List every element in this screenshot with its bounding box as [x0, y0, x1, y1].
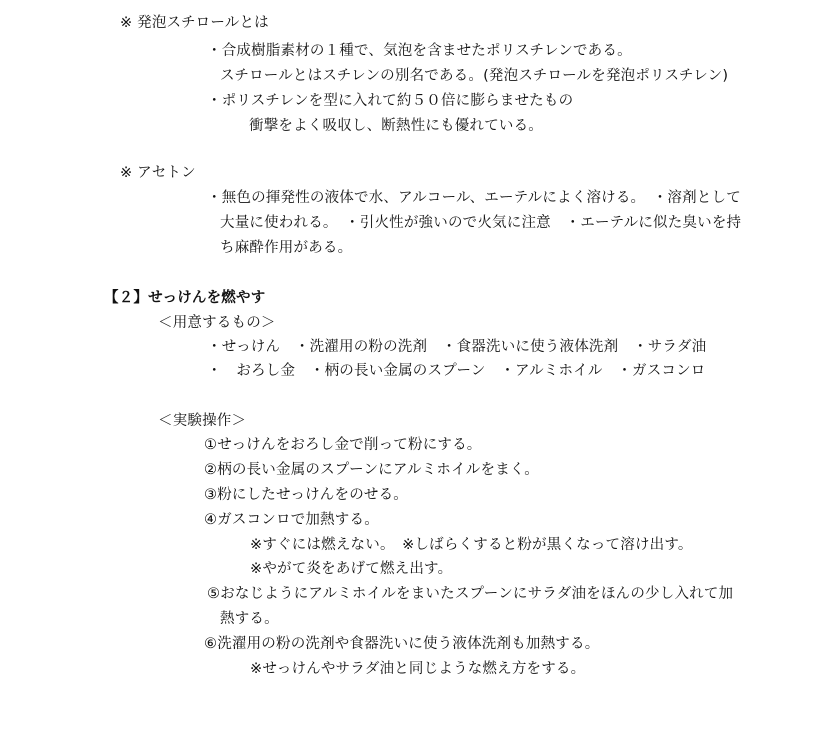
step-4: ④ガスコンロで加熱する。 — [204, 512, 379, 528]
materials-line-1: ・せっけん ・洗濯用の粉の洗剤 ・食器洗いに使う液体洗剤 ・サラダ油 — [207, 339, 707, 355]
materials-header: ＜用意するもの＞ — [158, 315, 276, 331]
acetone-section-title: ※ アセトン — [120, 165, 196, 181]
step-3: ③粉にしたせっけんをのせる。 — [204, 487, 409, 503]
step-1: ①せっけんをおろし金で削って粉にする。 — [204, 437, 482, 453]
foam-line-3: ・ポリスチレンを型に入れて約５０倍に膨らませたもの — [207, 93, 574, 109]
section2-heading: 【２】せっけんを燃やす — [104, 290, 266, 306]
step-4-note-1: ※すぐには燃えない。 ※しばらくすると粉が黒くなって溶け出す。 — [250, 537, 693, 553]
procedure-header: ＜実験操作＞ — [158, 413, 247, 429]
acetone-line-2: 大量に使われる。 ・引火性が強いので火気に注意 ・エーテルに似た臭いを持 — [220, 215, 742, 231]
step-2: ②柄の長い金属のスプーンにアルミホイルをまく。 — [204, 462, 540, 478]
step-5-line-1: ⑤おなじようにアルミホイルをまいたスプーンにサラダ油をほんの少し入れて加 — [207, 586, 734, 602]
foam-line-2: スチロールとはスチレンの別名である。(発泡スチロールを発泡ポリスチレン) — [220, 68, 729, 84]
acetone-line-3: ち麻酔作用がある。 — [220, 240, 353, 256]
step-6: ⑥洗濯用の粉の洗剤や食器洗いに使う液体洗剤も加熱する。 — [204, 636, 600, 652]
foam-line-4: 衝撃をよく吸収し、断熱性にも優れている。 — [249, 118, 543, 134]
foam-line-1: ・合成樹脂素材の１種で、気泡を含ませたポリスチレンである。 — [207, 43, 632, 59]
step-5-line-2: 熱する。 — [220, 611, 279, 627]
materials-line-2: ・ おろし金 ・柄の長い金属のスプーン ・アルミホイル ・ガスコンロ — [207, 363, 706, 379]
foam-section-title: ※ 発泡スチロールとは — [120, 15, 269, 31]
step-4-note-2: ※やがて炎をあげて燃え出す。 — [250, 561, 453, 577]
acetone-line-1: ・無色の揮発性の液体で水、アルコール、エーテルによく溶ける。 ・溶剤として — [207, 190, 741, 206]
step-6-note: ※せっけんやサラダ油と同じような燃え方をする。 — [250, 661, 586, 677]
